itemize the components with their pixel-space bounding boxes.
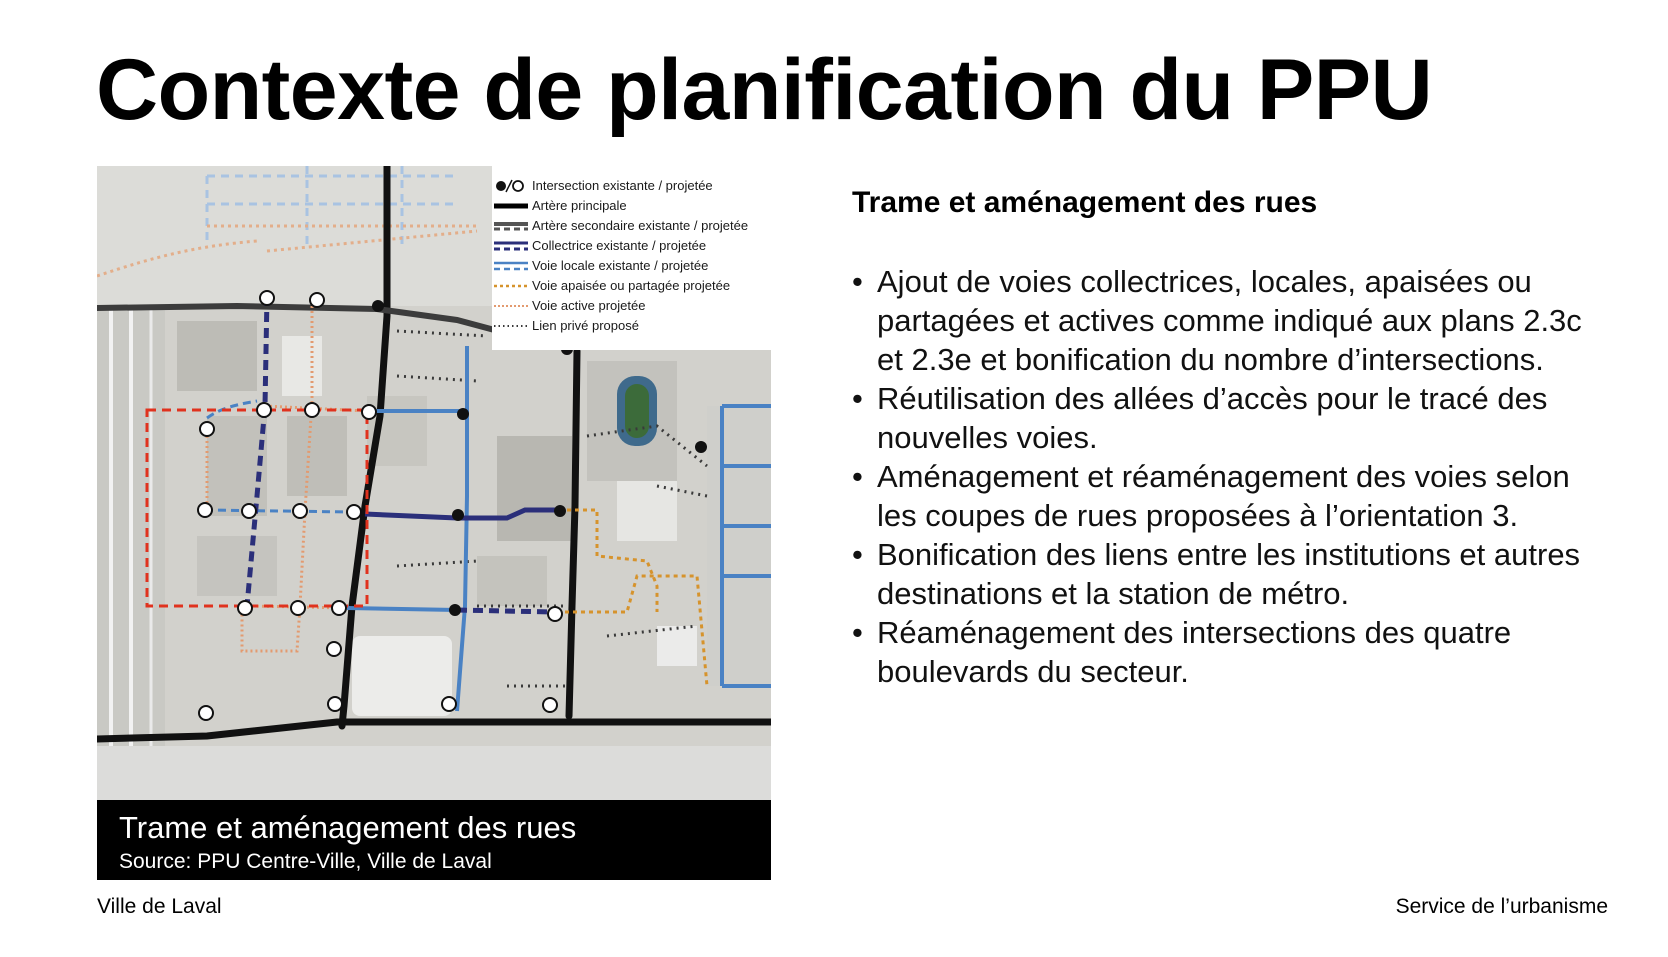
section-heading: Trame et aménagement des rues: [852, 186, 1318, 219]
bullet-marker: •: [852, 381, 863, 416]
map-figure: [97, 166, 771, 880]
bullet-item: [852, 457, 1592, 535]
bullet-item: [852, 613, 1592, 691]
legend-item: [492, 176, 771, 196]
legend-item: [492, 316, 771, 336]
lien-prive-line-icon: [492, 316, 530, 336]
legend-item: [492, 296, 771, 316]
legend-label: Voie apaisée ou partagée projetée: [532, 278, 731, 293]
bullet-item: [852, 379, 1592, 457]
legend-label: Artère secondaire existante / projetée: [532, 218, 749, 233]
bullet-marker: •: [852, 459, 863, 494]
footer-department: Service de l’urbanisme: [1395, 895, 1608, 918]
bullet-item: [852, 262, 1592, 379]
page-title: Contexte de planification du PPU: [96, 42, 1433, 138]
legend-label: Artère principale: [532, 198, 627, 213]
legend-item: [492, 276, 771, 296]
legend-label: Lien privé proposé: [532, 318, 639, 333]
intersection-symbol-icon: [492, 176, 530, 196]
footer-organization: Ville de Laval: [97, 895, 222, 918]
legend-item: [492, 216, 771, 236]
legend-item: [492, 256, 771, 276]
collectrice-line-icon: [492, 236, 530, 256]
bullet-text: Réutilisation des allées d’accès pour le tracé des nouvelles voies.: [877, 381, 1548, 455]
bullet-item: [852, 535, 1592, 613]
legend-item: [492, 196, 771, 216]
voie-apaisee-line-icon: [492, 276, 530, 296]
bullet-text: Bonification des liens entre les institutions et autres destinations et la station de métro.: [877, 537, 1581, 611]
artere-principale-line-icon: [492, 196, 530, 216]
bullet-list: [852, 262, 1592, 691]
map-caption-title: Trame et aménagement des rues: [119, 810, 577, 845]
voie-active-line-icon: [492, 296, 530, 316]
bullet-marker: •: [852, 615, 863, 650]
legend-item: [492, 236, 771, 256]
bullet-marker: •: [852, 264, 863, 299]
map-legend: [492, 166, 771, 350]
map-caption-source: Source: PPU Centre-Ville, Ville de Laval: [119, 850, 492, 873]
bullet-text: Réaménagement des intersections des quatre boulevards du secteur.: [877, 615, 1512, 689]
legend-label: Voie active projetée: [532, 298, 646, 313]
voie-locale-line-icon: [492, 256, 530, 276]
bullet-marker: •: [852, 537, 863, 572]
legend-label: Voie locale existante / projetée: [532, 258, 709, 273]
map-caption: [97, 800, 771, 880]
artere-secondaire-line-icon: [492, 216, 530, 236]
legend-label: Collectrice existante / projetée: [532, 238, 707, 253]
bullet-text: Aménagement et réaménagement des voies selon les coupes de rues proposées à l’orientation 3.: [877, 459, 1570, 533]
legend-label: Intersection existante / projetée: [532, 178, 713, 193]
street-network-map: [97, 166, 771, 800]
bullet-text: Ajout de voies collectrices, locales, apaisées ou partagées et actives comme indiqué aux plans 2.3c et 2.3e et bonification du nombre d’intersections.: [877, 264, 1582, 377]
